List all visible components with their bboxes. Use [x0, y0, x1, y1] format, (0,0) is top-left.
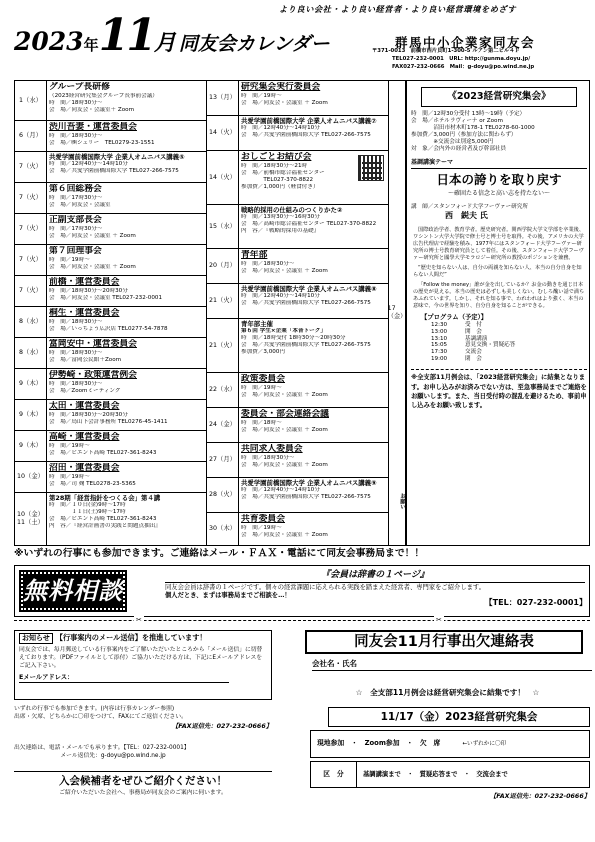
bio-paragraph: 「Follow the money」誰が金を出しているか？お金の動きを通じ日本の歴史が見える。本当の歴史は必ずしも美しくない。むしろ醜い話で満ちあふれています。しかし、それを知る事で、われわれはより強く、本当の意味で、今の世界を知り、自分自身を知ることができる。 — [413, 281, 585, 309]
consult-box — [14, 565, 590, 617]
program-item: 開 会 — [465, 328, 482, 335]
attendance-form-title: 同友会11月行事出欠連絡表 — [305, 630, 583, 654]
event-title: おしごとお結び会 — [241, 152, 312, 162]
event-detail: 会 場／同友会・会議室 ＋ Zoom — [241, 531, 328, 538]
event-title: 第28期「経営指針をつくる会」第４講 — [49, 494, 161, 502]
consult-line-1: 同友会会員は辞書の１ページです。個々の経営課題に応えられる実践を踏まえた経営者、専門家をご紹介します。 — [165, 584, 486, 591]
event-date: 1（水） — [15, 81, 47, 120]
event-title: 富岡安中・運営委員会 — [49, 339, 137, 349]
event-title: 前橋・運営委員会 — [49, 277, 120, 287]
cut-line — [14, 616, 590, 628]
contact-line: メール返信先：g-doyu@po.wind.ne.jp — [14, 753, 166, 760]
event-detail: 時 間／18時30分～ — [49, 132, 103, 139]
event-detail: 第６回 学生×企業「本音トーク」 — [241, 328, 326, 334]
event-detail: 会 場／同友会・会議室 ＋ Zoom — [49, 263, 136, 270]
consult-line-2: 個人だとき、まずは事務局までご相談を…！ — [165, 592, 291, 599]
event-date: 14（火） — [207, 151, 239, 204]
program-row — [431, 356, 587, 363]
event-detail: 時 間／19時～ — [241, 92, 282, 99]
event-date: 8（水） — [15, 307, 47, 337]
event-detail: 時 間／１０日(金)9時～17時 — [49, 502, 126, 508]
email-field[interactable]: Eメールアドレス： — [19, 674, 229, 683]
theme-title: 日本の誇りを取り戻す — [411, 168, 587, 188]
event-title: 共同求人委員会 — [241, 444, 303, 454]
event-date: 7（火） — [15, 183, 47, 213]
org-name: 群馬中小企業家同友会 — [395, 35, 536, 50]
kubun-row — [310, 761, 590, 788]
event-date: 7（火） — [15, 214, 47, 244]
event-detail: 会 場／高崎市総合福祉センター TEL027-370-8822 — [241, 220, 377, 227]
contact-line: 出欠連絡は、電話・メールでも承ります。【TEL：027-232-0001】 — [14, 745, 190, 751]
event-title: 第７回理事会 — [49, 246, 102, 256]
event-title: 高崎・運営委員会 — [49, 432, 120, 442]
annual-detail: 会 場／ホテルラヴィーナ or Zoom — [411, 117, 503, 124]
event-date: 10（金） — [15, 462, 47, 492]
event-detail: TEL027-370-8822 — [241, 176, 314, 183]
recruit-sub: ご紹介いただいた会社へ、事務局が同友会のご案内に伺います。 — [59, 790, 227, 797]
event-detail: 参加費／1,000円（軽食付き） — [241, 183, 319, 190]
calendar-event — [207, 249, 388, 284]
calendar-grid — [14, 80, 590, 546]
event-detail: 会 場／同友会・会議室 TEL027-232-0001 — [49, 294, 163, 301]
event-date: 24（金） — [207, 408, 239, 442]
page-title — [14, 10, 330, 61]
org-fax: FAX027-232-0666 Mail：g-doyu@po.wind.ne.jp — [392, 64, 535, 70]
program-item: 受 付 — [465, 321, 482, 328]
calendar-event — [207, 81, 388, 116]
event-date: 7（火） — [15, 276, 47, 306]
calendar-event — [207, 373, 388, 408]
event-detail: 時 間／18時30分～ — [241, 260, 295, 267]
program-item: 交流会 — [465, 349, 482, 356]
event-date: 20（月） — [207, 249, 239, 283]
calendar-event — [15, 338, 206, 369]
event-detail: １１日(土)9時～17時 — [49, 508, 126, 515]
event-detail: 時 間／19時～ — [49, 256, 90, 263]
event-detail: （2023経営研究集会グループ長事前会議） — [49, 92, 158, 99]
calendar-column-1 — [15, 81, 207, 545]
program-time: 19:00 — [431, 356, 448, 363]
calendar-event — [15, 369, 206, 400]
calendar-event — [207, 151, 388, 205]
event-detail: 会 場／前橋市総合福祉センター — [241, 169, 325, 176]
notice-body: 同友会では、毎月郵送している行事案内をご了解いただいたところから「メール送信」に切替えております。（PDFファイルとして添付）ご協力いただける方は、下記にEメールアドレスをご記入下さい。 — [19, 646, 263, 669]
event-title: 11/17（金）2023経営研究集会 — [328, 707, 590, 727]
event-date: 10（金） 11（土） — [15, 493, 47, 545]
event-detail: 会 場／富岡公民館＋Zoom — [49, 356, 122, 363]
program-row — [431, 342, 587, 349]
calendar-column-3 — [389, 81, 407, 545]
event-date: 15（水） — [207, 205, 239, 248]
event-detail: 会 場／同友会・会議室 ＋ Zoom — [49, 232, 136, 239]
scissors-icon: ✂ — [136, 616, 142, 624]
annual-detail: 沼田市材木町178-1 TEL0278-60-1000 — [411, 124, 535, 131]
event-date: 27（月） — [207, 443, 239, 477]
calendar-event — [207, 513, 388, 545]
event-title: 共愛学園前橋国際大学 企業人オムニバス講義⑦ — [241, 117, 377, 125]
event-date: 21（火） — [207, 284, 239, 318]
org-address: 〒371-0013 前橋市西片貝町1-300-5 ルアン第二ビル４Ｆ — [372, 48, 520, 54]
event-detail: 会 場／同友会・会議室 ＋ Zoom — [241, 267, 328, 274]
event-detail: 会 場／㈱シェリー TEL0279-23-1551 — [49, 139, 155, 146]
annual-detail: 参加費／3,000円（参加方法に関わらず） — [411, 131, 517, 138]
event-detail: 時 間／17時30分～ — [49, 194, 103, 201]
reply-instructions — [14, 705, 272, 731]
event-detail: 時 間／18時30分～ — [241, 454, 295, 461]
event-detail: 会 場／同友会・会議室 ＋ Zoom — [241, 391, 328, 398]
event-detail: 時 間／18時30分～ — [49, 99, 103, 106]
event-title: 青年部主催 — [241, 320, 273, 328]
annual-content — [407, 81, 591, 545]
event-detail: 会 場／共愛学園前橋国際大学 TEL027-266-7575 — [241, 493, 371, 500]
program-row — [431, 329, 587, 336]
attendance-hint: ←いずれかに〇印 — [462, 741, 507, 747]
event-title: 渋川吾妻・運営委員会 — [49, 122, 137, 132]
speaker-name: 西 鋭夫 氏 — [445, 210, 488, 220]
event-title: 正副支部長会 — [49, 215, 102, 225]
title-calendar: 同友会カレンダー — [178, 33, 330, 55]
kubun-options[interactable]: 基調講演まで ・ 質疑応答まで ・ 交流会まで — [363, 771, 508, 778]
event-detail: 時 間／19時～ — [241, 384, 282, 391]
calendar-event — [15, 214, 206, 245]
event-date: 13（月） — [207, 81, 239, 115]
program-time: 13:00 — [431, 328, 448, 335]
program-item: 閉 会 — [465, 356, 482, 363]
form-fax: 【FAX返信先：027-232-0666】 — [489, 793, 590, 800]
event-title: 第６回総務会 — [49, 184, 102, 194]
event-date: 9（木） — [15, 431, 47, 461]
calendar-event — [15, 307, 206, 338]
event-detail: 時 間／19時～ — [49, 442, 90, 449]
calendar-event — [15, 462, 206, 493]
event-title: 青年部 — [241, 250, 268, 260]
event-detail: 時 間／18時30分～21時 — [241, 162, 308, 169]
event-date: 22（水） — [207, 373, 239, 407]
event-detail: 会 場／Zoomミーティング — [49, 387, 121, 394]
event-detail: 会 場／共愛学園前橋国際大学 TEL027-266-7575 — [241, 341, 371, 348]
calendar-event — [15, 400, 206, 431]
speaker-role: 講 師／スタンフォード大学フーヴァー研究所 — [411, 203, 528, 210]
event-detail: 会 場／同友会・会議室 ＋ Zoom — [241, 461, 328, 468]
event-detail: 会 場／共愛学園前橋国際大学 TEL027-266-7575 — [49, 167, 179, 174]
event-date: 14（火） — [207, 116, 239, 150]
calendar-event — [15, 121, 206, 152]
calendar-event — [15, 245, 206, 276]
event-title: 政策委員会 — [241, 374, 285, 384]
event-detail: 時 間／17時30分～ — [49, 225, 103, 232]
bio-paragraph: “歴史を知らない人は、自分の両親を知らない人、本当の自分自身を知らない人間だ” — [413, 264, 582, 278]
attendance-options[interactable] — [310, 730, 590, 758]
calendar-event — [207, 443, 388, 478]
event-detail: 時 間／12時40分～14時10分 — [49, 161, 128, 167]
annual-note: ※全支部11月例会は、「2023経営研究集会」に結集となります。お申し込みがお済みでない方は、至急事務局までご連絡をお願いします。また、当日受付時の混乱を避けるため、事前申し込みをお願い致します。 — [411, 369, 587, 410]
event-title: 共育委員会 — [241, 514, 285, 524]
event-date: 8（水） — [15, 338, 47, 368]
event-detail: 会 場／いっちょう広沢店 TEL0277-54-7878 — [49, 325, 168, 332]
event-title: 共愛学園前橋国際大学 企業人オムニバス講義⑨ — [241, 479, 377, 487]
event-detail: 会 場／ビエント高崎 TEL027-361-8243 — [49, 449, 157, 456]
notice-tag: お知らせ — [19, 633, 53, 644]
calendar-event — [207, 205, 388, 249]
event-detail: 内 容／『経営計画書の実践と問題点抽出』 — [49, 522, 161, 529]
program-time: 12:30 — [431, 321, 448, 328]
event-detail: 会 場／司 麹 TEL0278-23-5365 — [49, 480, 136, 487]
event-detail: 時 間／13時30分～16時30分 — [241, 214, 320, 220]
event-detail: 時 間／12時40分～14時10分 — [241, 125, 320, 131]
recruit-title: 入会候補者をぜひご紹介ください！ — [59, 775, 227, 787]
calendar-event — [207, 319, 388, 373]
event-title: 太田・運営委員会 — [49, 401, 120, 411]
event-detail: 時 間／19時～ — [241, 524, 282, 531]
reply-line: 出席・欠席、どちらかに〇印をつけて、FAXにてご返信ください。 — [14, 714, 187, 721]
qr-code-icon — [358, 155, 384, 181]
merged-message: ☆ 全支部11月例会は経営研究集会に結集です！ ☆ — [355, 688, 540, 697]
event-date: 9（木） — [15, 400, 47, 430]
event-detail: 会 場／同友会・会議室＋ Zoom — [49, 106, 135, 113]
program-caption: 【プログラム（予定）】 — [421, 313, 488, 321]
annual-meeting-panel — [407, 81, 591, 545]
recruit-box — [14, 771, 272, 801]
event-detail: 時 間／18時30分～ — [49, 349, 103, 356]
reply-line: いずれの行事でも参加できます。(内容は行事カレンダー参照) — [14, 706, 175, 712]
event-date: 28（火） — [207, 478, 239, 512]
event-detail: 会 場／鳥山下会計事務所 TEL0276-45-1411 — [49, 418, 168, 425]
annual-title: 《2023経営研究集会》 — [421, 87, 577, 107]
event-title: グループ長研修 — [49, 82, 110, 92]
program-row — [431, 322, 587, 329]
kubun-label: 区 分 — [311, 762, 357, 787]
calendar-column-2 — [207, 81, 389, 545]
onegai-label: お願い — [399, 493, 405, 510]
calendar-event — [15, 431, 206, 462]
event-title: 共愛学園前橋国際大学 企業人オムニバス講義⑤ — [49, 153, 185, 161]
event-date: 9（木） — [15, 369, 47, 399]
event-detail: 参加費／3,000円 — [241, 348, 285, 355]
calendar-event — [207, 116, 388, 151]
bio-paragraph: 国際政治学者、教育学者。歴史研究者。関西学院大学文学部を卒業後、ワシントン大学大学院で修士号と博士号を取得。その後、アメリカの大学広告代理店で経験を積み、1977年にはスタンフォード大学フーヴァー研究所の博士号教育研究員として着任。その後、スタンフォード大学フーヴァー研究所と國學大学モラロジー研究所の教授のポジションを兼務。 — [413, 226, 585, 261]
event-detail: 時 間／18時30分～20時30分 — [49, 287, 128, 294]
title-year: 2023 — [14, 27, 84, 56]
event-date: 30（木） — [207, 513, 239, 545]
free-consult-logo: 無料相談 — [21, 572, 125, 610]
reply-fax: 【FAX返信先：027-232-0666】 — [171, 722, 272, 730]
calendar-event — [207, 478, 388, 513]
event-detail: 会 場／共愛学園前橋国際大学 TEL027-266-7575 — [241, 299, 371, 306]
program-time: 15:05 — [431, 342, 448, 349]
event-detail: 会 場／同友会・会議室 ＋ Zoom — [241, 99, 328, 106]
title-gatsu: 月 — [153, 30, 176, 56]
calendar-event — [207, 284, 388, 319]
calendar-event — [15, 81, 206, 121]
title-month: 11 — [98, 10, 154, 61]
event-title: 戦略的採用の仕組みのつくりかた② — [241, 206, 343, 214]
calendar-event — [15, 152, 206, 183]
attendance-options-text[interactable]: 現地参加 ・ Zoom参加 ・ 欠 席 — [317, 739, 441, 747]
theme-caption: 基調講演テーマ — [411, 158, 454, 166]
event-title: 研究集会実行委員会 — [241, 82, 321, 92]
event-detail: 内 容／『戦略的採用の基礎』 — [241, 227, 320, 234]
event-detail: 時 間／19時～ — [49, 473, 90, 480]
program-row — [431, 349, 587, 356]
company-name-field[interactable]: 会社名・氏名 — [312, 659, 592, 671]
speaker-bio — [411, 227, 587, 310]
email-notice — [14, 630, 272, 700]
calendar-event — [207, 408, 388, 443]
theme-subtitle: ～確固たる信念と高い志を持たない～ — [447, 190, 550, 198]
contact-info — [14, 744, 272, 761]
program-item: 意見交換・質疑応答 — [465, 342, 516, 349]
annual-detail: ※交流会は別途5,000円 — [411, 138, 494, 145]
consult-title: 『会員は辞書の１ページ』 — [165, 570, 585, 583]
event-title: 委員会・部会連絡会議 — [241, 409, 329, 419]
event-title: 沼田・運営委員会 — [49, 463, 120, 473]
notice-heading — [19, 633, 267, 644]
event-detail: 会 場／共愛学園前橋国際大学 TEL027-266-7575 — [241, 131, 371, 138]
event-detail: 会 場／同友会・会議室 — [49, 201, 111, 208]
program-item: 基調講演 — [465, 335, 488, 342]
program-time: 17:30 — [431, 349, 448, 356]
event-detail: 時 間／18時30分～ — [49, 318, 103, 325]
scissors-icon: ✂ — [436, 616, 442, 624]
annual-detail: 時 間／12時30分受付 13時～19時（予定） — [411, 110, 526, 117]
event-date: 21（火） — [207, 319, 239, 372]
event-date: 6（月） — [15, 121, 47, 151]
notice-head-text: 【行事案内のメール送信】を推進しています！ — [55, 633, 207, 642]
all-events-message: ※いずれの行事にも参加できます。ご連絡はメール・ＦＡＸ・電話にて同友会事務局まで！！ — [14, 548, 425, 559]
event-detail: 時 間／12時40分～14時10分 — [241, 293, 320, 299]
program-time: 13:10 — [431, 335, 448, 342]
event-detail: 時 間／18時受付 18時30分～20時30分 — [241, 334, 346, 341]
event-date: 7（火） — [15, 152, 47, 182]
event-detail: 時 間／18時30分～ — [49, 380, 103, 387]
calendar-event — [15, 183, 206, 214]
calendar-event — [15, 493, 206, 545]
event-title: 桐生・運営委員会 — [49, 308, 120, 318]
title-nen: 年 — [83, 36, 99, 54]
calendar-event — [15, 276, 206, 307]
annual-detail: 対 象／会内外の経営者及び幹部社員 — [411, 145, 507, 152]
event-detail: 時 間／18時～ — [241, 419, 282, 426]
annual-date: 17（金） — [389, 81, 406, 545]
tagline: より良い会社・より良い経営者・より良い経営環境をめざす — [278, 4, 517, 14]
event-title: 共愛学園前橋国際大学 企業人オムニバス講義⑧ — [241, 285, 377, 293]
event-date: 7（火） — [15, 245, 47, 275]
event-detail: 時 間／18時30分～20時30分 — [49, 411, 128, 418]
org-tel: TEL027-232-0001 URL: http://gunma.doyu.jp/ — [392, 56, 531, 62]
consult-tel: 【TEL：027-232-0001】 — [484, 598, 587, 607]
event-detail: 会 場／ビエント高崎 TEL027-361-8243 — [49, 515, 157, 522]
event-detail: 時 間／12時40分～14時10分 — [241, 487, 320, 493]
event-title: 伊勢崎・政策運営例会 — [49, 370, 137, 380]
event-detail: 会 場／同友会・会議室 ＋ Zoom — [241, 426, 328, 433]
